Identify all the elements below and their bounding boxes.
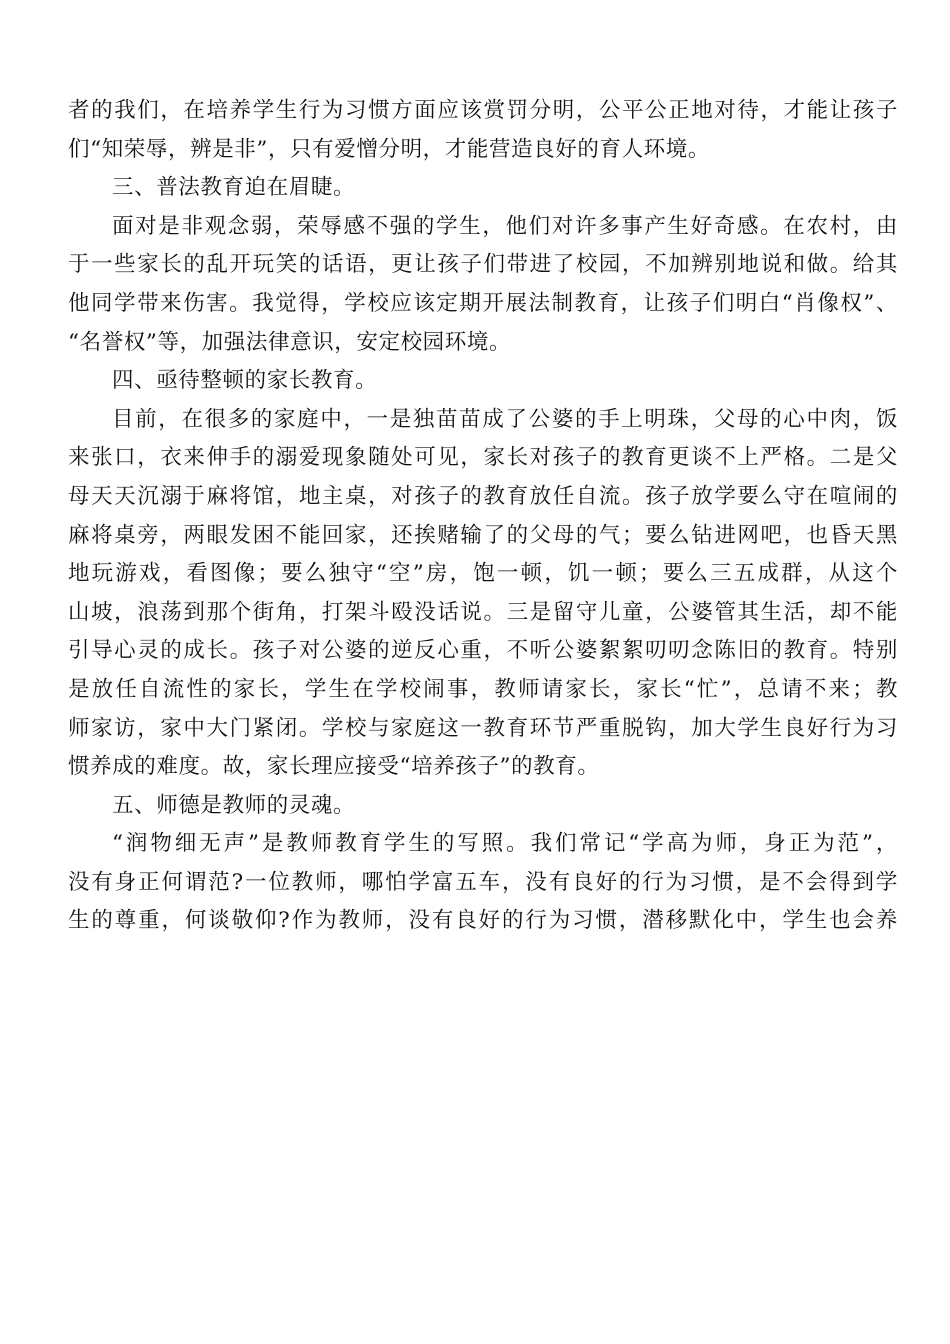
paragraph-line: 来张口，衣来伸手的溺爱现象随处可见，家长对孩子的教育更谈不上严格。二是父 bbox=[68, 445, 898, 471]
paragraph-line: “润物细无声”是教师教育学生的写照。我们常记“学高为师，身正为范”， bbox=[112, 831, 898, 857]
paragraph-line: 母天天沉溺于麻将馆，地主桌，对孩子的教育放任自流。孩子放学要么守在喧闹的 bbox=[68, 483, 898, 509]
section-heading: 五、师德是教师的灵魂。 bbox=[112, 792, 356, 818]
paragraph-line: 面对是非观念弱，荣辱感不强的学生，他们对许多事产生好奇感。在农村，由 bbox=[112, 213, 898, 239]
paragraph-line: 惯养成的难度。故，家长理应接受“培养孩子”的教育。 bbox=[68, 754, 600, 780]
paragraph-line: 生的尊重，何谈敬仰?作为教师，没有良好的行为习惯，潜移默化中，学生也会养 bbox=[68, 908, 898, 934]
paragraph-line: 他同学带来伤害。我觉得，学校应该定期开展法制教育，让孩子们明白“肖像权”、 bbox=[68, 290, 898, 316]
document-body bbox=[68, 92, 898, 941]
paragraph-line: 地玩游戏，看图像；要么独守“空”房，饱一顿，饥一顿；要么三五成群，从这个 bbox=[68, 561, 898, 587]
section-heading: 三、普法教育迫在眉睫。 bbox=[112, 175, 356, 201]
paragraph-line: 山坡，浪荡到那个街角，打架斗殴没话说。三是留守儿童，公婆管其生活，却不能 bbox=[68, 599, 898, 625]
paragraph-line: 者的我们，在培养学生行为习惯方面应该赏罚分明，公平公正地对待，才能让孩子 bbox=[68, 98, 898, 123]
paragraph-line: 于一些家长的乱开玩笑的话语，更让孩子们带进了校园，不加辨别地说和做。给其 bbox=[68, 252, 898, 278]
section-heading: 四、亟待整顿的家长教育。 bbox=[112, 368, 378, 394]
paragraph-line: 师家访，家中大门紧闭。学校与家庭这一教育环节严重脱钩，加大学生良好行为习 bbox=[68, 715, 898, 741]
paragraph-line: “名誉权”等，加强法律意识，安定校园环境。 bbox=[68, 329, 512, 355]
paragraph-line: 没有身正何谓范?一位教师，哪怕学富五车，没有良好的行为习惯，是不会得到学 bbox=[68, 869, 898, 895]
paragraph-line: 是放任自流性的家长，学生在学校闹事，教师请家长，家长“忙”，总请不来；教 bbox=[68, 676, 898, 702]
paragraph-line: 目前，在很多的家庭中，一是独苗苗成了公婆的手上明珠，父母的心中肉，饭 bbox=[112, 406, 898, 432]
paragraph-line: 引导心灵的成长。孩子对公婆的逆反心重，不听公婆絮絮叨叨念陈旧的教育。特别 bbox=[68, 638, 898, 664]
paragraph-line: 们“知荣辱，辨是非”，只有爱憎分明，才能营造良好的育人环境。 bbox=[68, 136, 710, 162]
paragraph-line: 麻将桌旁，两眼发困不能回家，还挨赌输了的父母的气；要么钻进网吧，也昏天黑 bbox=[68, 522, 898, 548]
